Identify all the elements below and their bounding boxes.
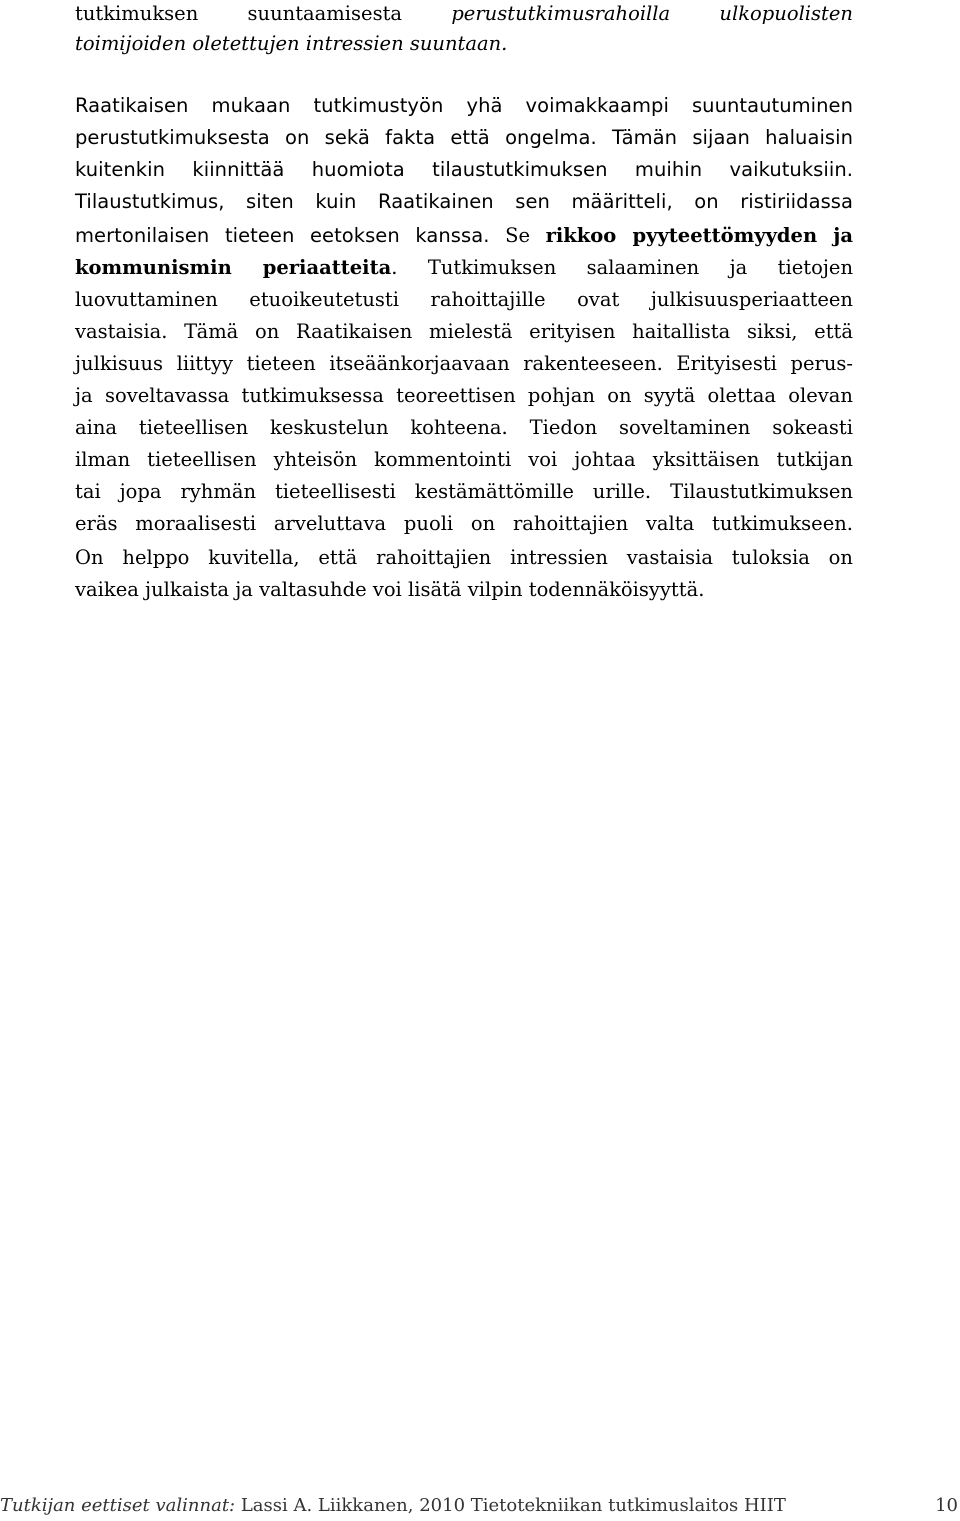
text-line (75, 510, 853, 538)
text-segment: aina tieteellisen keskustelun kohteena. Tiedon soveltaminen sokeasti (75, 416, 853, 439)
text-segment: On helppo kuvitella, että rahoittajien intressien vastaisia tuloksia on (75, 546, 853, 569)
text-line (75, 92, 853, 120)
text-line (75, 576, 853, 604)
text-segment: toimijoiden oletettujen intressien suuntaan. (75, 32, 508, 55)
text-segment: kuitenkin kiinnittää huomiota tilaustutkimuksen muihin vaikutuksiin. (75, 158, 853, 181)
page-number: 10 (935, 1495, 958, 1516)
text-line (75, 222, 853, 250)
text-segment: tai jopa ryhmän tieteellisesti kestämättömille urille. Tilaustutkimuksen (75, 480, 853, 503)
text-line (75, 446, 853, 474)
text-line (75, 350, 853, 378)
text-segment: eräs moraalisesti arveluttava puoli on rahoittajien valta tutkimukseen. (75, 512, 853, 535)
text-segment: perustutkimuksesta on sekä fakta että ongelma. Tämän sijaan haluaisin (75, 126, 853, 149)
text-line (75, 382, 853, 410)
text-segment: Se (505, 224, 546, 247)
text-segment: vaikea julkaista ja valtasuhde voi lisätä vilpin todennäköisyyttä. (75, 578, 705, 601)
text-line (75, 254, 853, 282)
text-segment: julkisuus liittyy tieteen itseäänkorjaavaan rakenteeseen. Erityisesti perus- (75, 352, 853, 375)
footer-author-info: Lassi A. Liikkanen, 2010 Tietotekniikan tutkimuslaitos HIIT (235, 1495, 786, 1516)
text-segment: rikkoo pyyteettömyyden ja (545, 224, 853, 247)
text-segment: Tilaustutkimus, siten kuin Raatikainen sen määritteli, on ristiriidassa (75, 190, 853, 213)
text-line (75, 30, 853, 58)
footer-citation (0, 1494, 786, 1518)
text-line (75, 156, 853, 184)
text-segment: tutkimuksen suuntaamisesta (75, 2, 452, 25)
text-segment: Raatikaisen mukaan tutkimustyön yhä voimakkaampi suuntautuminen (75, 94, 853, 117)
text-line (75, 414, 853, 442)
text-segment: mertonilaisen tieteen eetoksen kanssa. (75, 224, 506, 247)
text-segment: . Tutkimuksen salaaminen ja tietojen (391, 256, 853, 279)
text-line (75, 318, 853, 346)
text-segment: ilman tieteellisen yhteisön kommentointi voi johtaa yksittäisen tutkijan (75, 448, 853, 471)
text-line (75, 544, 853, 572)
text-segment: kommunismin periaatteita (75, 256, 392, 279)
text-line (75, 124, 853, 152)
text-line (75, 188, 853, 216)
text-line (75, 286, 853, 314)
footer-title: Tutkijan eettiset valinnat: (0, 1495, 236, 1516)
text-segment: vastaisia. Tämä on Raatikaisen mielestä erityisen haitallista siksi, että (75, 320, 853, 343)
text-line (75, 0, 853, 28)
text-segment: luovuttaminen etuoikeutetusti rahoittajille ovat julkisuusperiaatteen (75, 288, 853, 311)
text-segment: ja soveltavassa tutkimuksessa teoreettisen pohjan on syytä olettaa olevan (75, 384, 853, 407)
text-segment: perustutkimusrahoilla ulkopuolisten (451, 2, 853, 25)
text-line (75, 478, 853, 506)
